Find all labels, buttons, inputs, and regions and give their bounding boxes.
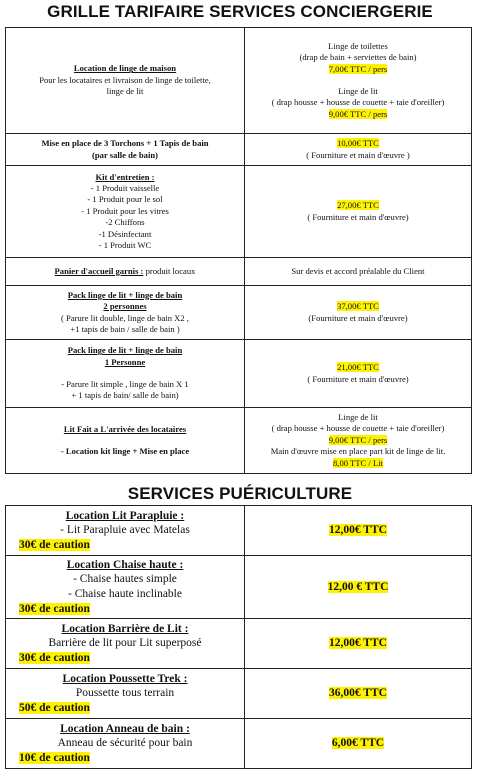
item-label: Linge de lit xyxy=(338,411,378,422)
service-heading: Location de linge de maison xyxy=(73,63,177,74)
service-detail: - 1 Produit WC xyxy=(98,240,152,251)
table-row xyxy=(6,719,472,769)
service-heading: Mise en place de 3 Torchons + 1 Tapis de bain xyxy=(41,138,209,149)
service-detail: Pour les locataires et livraison de linge de toilette, xyxy=(39,74,211,85)
table-row xyxy=(6,340,472,408)
rental-detail: Anneau de sécurité pour bain xyxy=(57,737,193,750)
rental-heading: Location Anneau de bain : xyxy=(60,722,190,735)
service-description xyxy=(6,258,245,286)
rental-detail: Barrière de lit pour Lit superposé xyxy=(48,637,202,650)
service-description xyxy=(6,134,245,166)
price-note: ( Fourniture et main d'œuvre ) xyxy=(306,149,410,160)
rental-price xyxy=(245,556,472,619)
item-detail: ( drap housse + housse de couette + taie d'oreiller) xyxy=(271,423,445,434)
item-label: Linge de lit xyxy=(338,86,378,96)
service-detail: (par salle de bain) xyxy=(92,149,158,160)
rental-price xyxy=(245,619,472,669)
item-label: Linge de toilettes xyxy=(328,40,388,51)
service-price xyxy=(245,134,472,166)
service-price xyxy=(245,28,472,134)
table-row xyxy=(6,619,472,669)
price-highlight: 27,00€ TTC xyxy=(337,200,379,211)
service-detail: - 1 Produit vaisselle xyxy=(90,182,160,193)
service-detail: - Parure lit simple , linge de bain X 1 xyxy=(61,379,189,389)
rental-detail: - Chaise hautes simple xyxy=(73,573,177,586)
rental-description xyxy=(6,669,245,719)
service-subheading: 1 Personne xyxy=(104,356,146,367)
service-subheading: 2 personnes xyxy=(103,301,147,312)
rental-heading: Location Chaise haute : xyxy=(66,558,184,571)
price-note: ( Fourniture et main d'œuvre) xyxy=(307,211,409,222)
rental-detail: - Chaise haute inclinable xyxy=(67,588,182,600)
service-description xyxy=(6,286,245,340)
table-row xyxy=(6,556,472,619)
caution-badge: 30€ de caution xyxy=(19,651,90,664)
table-row xyxy=(6,134,472,166)
price-highlight: 12,00€ TTC xyxy=(329,524,387,537)
table-row xyxy=(6,166,472,258)
service-price xyxy=(245,340,472,408)
item-detail: ( drap housse + housse de couette + taie d'oreiller) xyxy=(271,97,445,108)
price-highlight: 21,00€ TTC xyxy=(337,362,379,373)
price-highlight: 8,00 TTC / Lit xyxy=(333,457,383,468)
price-highlight: 6,00€ TTC xyxy=(331,737,385,750)
caution-badge: 30€ de caution xyxy=(19,538,90,551)
page-title: GRILLE TARIFAIRE SERVICES CONCIERGERIE xyxy=(47,2,433,21)
price-note: (Fourniture et main d'œuvre) xyxy=(308,312,408,323)
service-detail: + 1 tapis de bain/ salle de bain) xyxy=(71,390,179,401)
service-detail: produit locaux xyxy=(143,265,196,276)
service-price xyxy=(245,258,472,286)
table-row xyxy=(6,28,472,134)
service-detail: +1 tapis de bain / salle de bain ) xyxy=(70,323,180,334)
service-heading: Lit Fait a L'arrivée des locataires xyxy=(63,423,187,434)
rental-price xyxy=(245,719,472,769)
price-highlight: 7,00€ TTC / pers xyxy=(328,63,388,74)
price-note: Sur devis et accord préalable du Client xyxy=(291,265,425,276)
price-note: ( Fourniture et main d'œuvre) xyxy=(307,373,409,384)
service-description xyxy=(6,28,245,134)
service-detail: linge de lit xyxy=(106,86,144,97)
puericulture-price-table xyxy=(5,505,472,769)
conciergerie-price-table xyxy=(5,27,472,474)
service-heading: Panier d'accueil garnis : xyxy=(54,265,144,276)
table-row xyxy=(6,286,472,340)
service-description xyxy=(6,408,245,474)
caution-badge: 50€ de caution xyxy=(19,701,90,714)
rental-heading: Location Poussette Trek : xyxy=(62,672,188,685)
item-detail: Main d'œuvre mise en place part kit de linge de lit. xyxy=(270,446,446,457)
price-highlight: 37,00€ TTC xyxy=(337,301,379,312)
rental-description xyxy=(6,506,245,556)
table-row xyxy=(6,258,472,286)
service-detail: - 1 Produit pour le sol xyxy=(87,194,163,205)
table-row xyxy=(6,669,472,719)
rental-description xyxy=(6,719,245,769)
service-heading: Pack linge de lit + linge de bain xyxy=(67,345,183,356)
caution-badge: 30€ de caution xyxy=(19,602,90,615)
table-row xyxy=(6,408,472,474)
rental-price xyxy=(245,669,472,719)
service-detail: -1 Désinfectant xyxy=(98,228,152,239)
price-highlight: 9,00€ TTC / pers xyxy=(328,108,388,119)
price-highlight: 9,00€ TTC / pers xyxy=(328,434,388,445)
price-highlight: 12,00 € TTC xyxy=(327,580,389,593)
rental-description xyxy=(6,619,245,669)
table-row xyxy=(6,506,472,556)
service-detail: - 1 Produit pour les vitres xyxy=(81,205,169,216)
price-highlight: 10,00€ TTC xyxy=(337,138,379,149)
service-detail: - Location kit linge + Mise en place xyxy=(60,446,190,456)
rental-detail: Poussette tous terrain xyxy=(75,687,175,700)
item-detail: (drap de bain + serviettes de bain) xyxy=(299,52,417,63)
rental-heading: Location Barrière de Lit : xyxy=(61,622,189,635)
rental-price xyxy=(245,506,472,556)
rental-detail: - Lit Parapluie avec Matelas xyxy=(60,524,190,537)
caution-badge: 10€ de caution xyxy=(19,751,90,764)
rental-description xyxy=(6,556,245,619)
service-detail: ( Parure lit double, linge de bain X2 , xyxy=(61,312,189,323)
service-price xyxy=(245,166,472,258)
service-description xyxy=(6,340,245,408)
rental-heading: Location Lit Parapluie : xyxy=(65,509,185,522)
service-price xyxy=(245,408,472,474)
service-heading: Kit d'entretien : xyxy=(95,171,155,182)
service-detail: -2 Chiffons xyxy=(105,217,145,228)
section-title: SERVICES PUÉRICULTURE xyxy=(127,484,353,503)
service-price xyxy=(245,286,472,340)
price-highlight: 36,00€ TTC xyxy=(329,687,387,700)
price-highlight: 12,00€ TTC xyxy=(329,637,387,650)
service-heading: Pack linge de lit + linge de bain xyxy=(67,289,183,300)
service-description xyxy=(6,166,245,258)
